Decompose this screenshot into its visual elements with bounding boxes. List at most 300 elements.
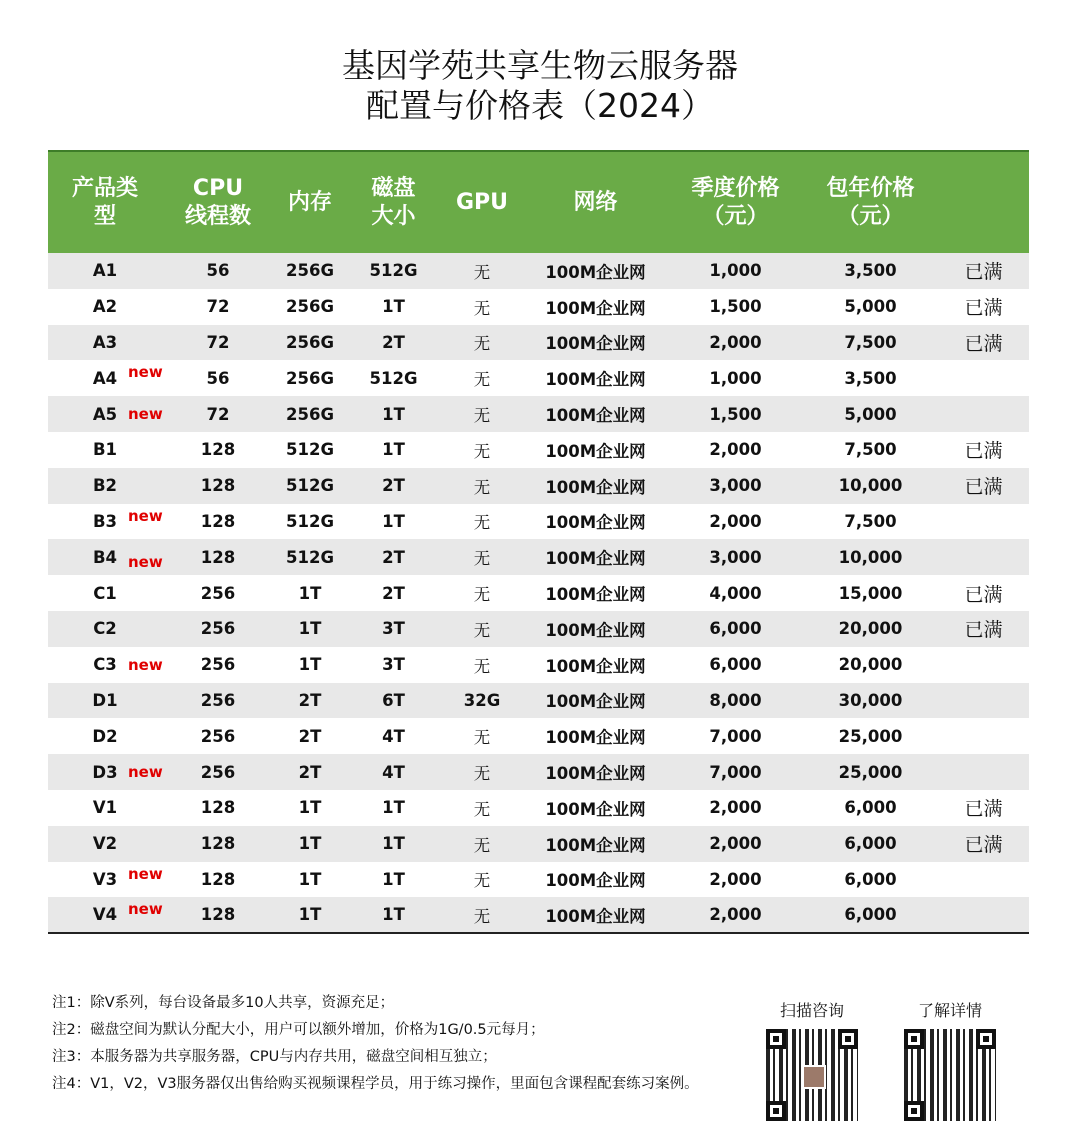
status-badge: 已满	[964, 440, 1003, 463]
table-row	[48, 897, 1029, 933]
column-header	[441, 151, 523, 253]
cell-mem	[274, 360, 346, 396]
cell-disk	[346, 253, 441, 289]
cell-value: 128	[200, 547, 236, 567]
column-header-line: 内存	[287, 189, 332, 215]
cell-value: 15,000	[838, 583, 903, 603]
cell-mem	[274, 754, 346, 790]
cell-y	[803, 396, 938, 432]
cell-value: 10,000	[838, 547, 903, 567]
cell-type	[48, 790, 162, 826]
cell-gpu	[441, 790, 523, 826]
cell-mem	[274, 790, 346, 826]
cell-status	[938, 289, 1029, 325]
column-header-line: 网络	[573, 189, 618, 215]
column-header	[523, 151, 668, 253]
column-header	[938, 151, 1029, 253]
cell-cpu	[162, 360, 274, 396]
new-badge: new	[128, 864, 163, 883]
cell-gpu	[441, 754, 523, 790]
cell-value: 1T	[298, 583, 322, 603]
cell-y	[803, 432, 938, 468]
cell-q	[668, 647, 803, 683]
cell-cpu	[162, 432, 274, 468]
cell-cpu	[162, 504, 274, 540]
cell-value: 无	[473, 441, 491, 461]
cell-value: 1T	[298, 655, 322, 675]
cell-value: 512G	[369, 261, 418, 281]
cell-value: 100M企业网	[545, 513, 646, 533]
cell-net	[523, 718, 668, 754]
cell-disk	[346, 611, 441, 647]
cell-net	[523, 683, 668, 719]
table-row	[48, 504, 1029, 540]
cell-type	[48, 468, 162, 504]
cell-net	[523, 504, 668, 540]
cell-value: V3	[92, 869, 118, 889]
cell-net	[523, 360, 668, 396]
cell-value: 6,000	[709, 619, 762, 639]
cell-mem	[274, 897, 346, 933]
cell-mem	[274, 718, 346, 754]
cell-value: 7,500	[844, 511, 897, 531]
cell-value: 100M企业网	[545, 370, 646, 390]
cell-disk	[346, 504, 441, 540]
cell-value: 1,500	[709, 297, 762, 317]
new-badge: new	[128, 655, 163, 674]
cell-value: 100M企业网	[545, 835, 646, 855]
cell-value: 2T	[298, 762, 322, 782]
status-badge: 已满	[964, 297, 1003, 320]
cell-value: 无	[473, 549, 491, 569]
table-row	[48, 432, 1029, 468]
column-header	[346, 151, 441, 253]
cell-value: 无	[473, 871, 491, 891]
cell-value: 5,000	[844, 297, 897, 317]
cell-value: 无	[473, 620, 491, 640]
cell-disk	[346, 790, 441, 826]
cell-value: 1T	[382, 511, 405, 531]
column-header-line: CPU	[192, 175, 244, 201]
cell-q	[668, 360, 803, 396]
cell-value: 1T	[382, 297, 405, 317]
cell-value: 20,000	[838, 619, 903, 639]
cell-value: D1	[92, 690, 118, 710]
cell-value: 100M企业网	[545, 728, 646, 748]
cell-value: 7,000	[709, 726, 762, 746]
cell-mem	[274, 575, 346, 611]
cell-value: 1T	[382, 834, 405, 854]
cell-y	[803, 575, 938, 611]
new-badge: new	[128, 363, 163, 382]
cell-value: 100M企业网	[545, 871, 646, 891]
cell-status	[938, 647, 1029, 683]
qr-details-block	[900, 998, 1000, 1121]
cell-y	[803, 897, 938, 933]
cell-value: C2	[93, 619, 117, 639]
cell-cpu	[162, 862, 274, 898]
cell-type	[48, 432, 162, 468]
cell-value: 256	[200, 619, 236, 639]
cell-status	[938, 253, 1029, 289]
cell-value: 无	[473, 406, 491, 426]
cell-status	[938, 575, 1029, 611]
cell-value: 无	[473, 764, 491, 784]
cell-value: 2T	[382, 547, 405, 567]
cell-status	[938, 325, 1029, 361]
cell-value: 3,000	[709, 476, 762, 496]
cell-value: 1T	[298, 619, 322, 639]
table-row	[48, 862, 1029, 898]
cell-net	[523, 826, 668, 862]
cell-gpu	[441, 432, 523, 468]
cell-value: 100M企业网	[545, 441, 646, 461]
cell-value: 256G	[286, 368, 334, 388]
price-table	[48, 150, 1029, 934]
cell-value: 100M企业网	[545, 799, 646, 819]
column-header-line: 季度价格	[691, 175, 780, 201]
cell-y	[803, 325, 938, 361]
table-row	[48, 360, 1029, 396]
cell-q	[668, 862, 803, 898]
cell-value: 100M企业网	[545, 549, 646, 569]
cell-type	[48, 897, 162, 933]
column-header-line: 包年价格	[826, 175, 915, 201]
footnotes	[52, 990, 699, 1098]
cell-type	[48, 504, 162, 540]
column-header	[668, 151, 803, 253]
cell-value: D2	[92, 726, 118, 746]
cell-value: A1	[92, 261, 118, 281]
cell-type	[48, 325, 162, 361]
cell-cpu	[162, 396, 274, 432]
cell-value: 5,000	[844, 404, 897, 424]
cell-value: 128	[200, 834, 236, 854]
cell-cpu	[162, 647, 274, 683]
cell-value: 1T	[382, 905, 405, 925]
cell-status	[938, 468, 1029, 504]
cell-q	[668, 468, 803, 504]
cell-disk	[346, 396, 441, 432]
cell-value: 2T	[382, 583, 405, 603]
table-row	[48, 468, 1029, 504]
cell-value: 30,000	[838, 690, 903, 710]
cell-value: B3	[92, 511, 118, 531]
cell-disk	[346, 862, 441, 898]
cell-q	[668, 826, 803, 862]
cell-disk	[346, 575, 441, 611]
cell-status	[938, 826, 1029, 862]
column-header-line: 磁盘	[371, 175, 416, 201]
cell-mem	[274, 396, 346, 432]
cell-value: 2,000	[709, 905, 762, 925]
cell-value: 无	[473, 262, 491, 282]
column-header	[162, 151, 274, 253]
qr-code-consult-icon[interactable]	[766, 1029, 858, 1121]
table-header-row	[48, 151, 1029, 253]
cell-value: 100M企业网	[545, 692, 646, 712]
cell-value: 1T	[382, 440, 405, 460]
cell-value: 100M企业网	[545, 906, 646, 926]
cell-value: 2,000	[709, 511, 762, 531]
cell-value: C3	[93, 655, 117, 675]
cell-value: 6,000	[844, 798, 897, 818]
cell-q	[668, 396, 803, 432]
status-badge: 已满	[964, 261, 1003, 284]
cell-cpu	[162, 897, 274, 933]
cell-value: A5	[92, 404, 118, 424]
cell-value: 512G	[286, 440, 334, 460]
cell-mem	[274, 432, 346, 468]
cell-value: 72	[206, 297, 230, 317]
cell-net	[523, 790, 668, 826]
cell-net	[523, 862, 668, 898]
cell-value: 128	[200, 440, 236, 460]
cell-cpu	[162, 539, 274, 575]
cell-value: 无	[473, 513, 491, 533]
cell-value: 4T	[382, 762, 405, 782]
cell-cpu	[162, 468, 274, 504]
cell-cpu	[162, 325, 274, 361]
cell-value: 25,000	[838, 762, 903, 782]
table-body	[48, 253, 1029, 933]
cell-cpu	[162, 790, 274, 826]
cell-value: 无	[473, 656, 491, 676]
cell-y	[803, 718, 938, 754]
cell-status	[938, 897, 1029, 933]
cell-value: 20,000	[838, 655, 903, 675]
cell-value: 256	[200, 726, 236, 746]
cell-value: 128	[200, 476, 236, 496]
cell-value: 3,000	[709, 547, 762, 567]
footnote-2: 注2：磁盘空间为默认分配大小，用户可以额外增加，价格为1G/0.5元每月；	[52, 1022, 545, 1038]
column-header-line: GPU	[455, 189, 509, 215]
column-header-line: 大小	[371, 203, 416, 229]
avatar	[802, 1065, 826, 1089]
cell-value: 72	[206, 332, 230, 352]
cell-value: 100M企业网	[545, 406, 646, 426]
cell-value: 100M企业网	[545, 298, 646, 318]
new-badge: new	[128, 553, 163, 572]
cell-value: 7,500	[844, 332, 897, 352]
cell-value: 无	[473, 906, 491, 926]
cell-q	[668, 253, 803, 289]
cell-y	[803, 360, 938, 396]
cell-mem	[274, 683, 346, 719]
cell-status	[938, 360, 1029, 396]
cell-value: 无	[473, 334, 491, 354]
cell-disk	[346, 754, 441, 790]
cell-value: 无	[473, 728, 491, 748]
cell-type	[48, 611, 162, 647]
column-header	[803, 151, 938, 253]
cell-value: 2,000	[709, 869, 762, 889]
cell-value: 2,000	[709, 440, 762, 460]
cell-mem	[274, 325, 346, 361]
cell-value: V4	[92, 905, 118, 925]
cell-q	[668, 325, 803, 361]
cell-cpu	[162, 718, 274, 754]
cell-net	[523, 396, 668, 432]
cell-gpu	[441, 325, 523, 361]
cell-type	[48, 539, 162, 575]
cell-value: 56	[206, 261, 230, 281]
cell-value: 256G	[286, 404, 334, 424]
cell-status	[938, 396, 1029, 432]
cell-type	[48, 718, 162, 754]
cell-value: 6,000	[844, 869, 897, 889]
cell-value: 128	[200, 869, 236, 889]
cell-net	[523, 575, 668, 611]
cell-status	[938, 790, 1029, 826]
cell-value: V1	[92, 798, 118, 818]
cell-value: 7,500	[844, 440, 897, 460]
cell-disk	[346, 897, 441, 933]
table-row	[48, 325, 1029, 361]
cell-y	[803, 647, 938, 683]
cell-q	[668, 432, 803, 468]
cell-status	[938, 539, 1029, 575]
cell-q	[668, 289, 803, 325]
cell-type	[48, 683, 162, 719]
new-badge: new	[128, 405, 163, 424]
cell-net	[523, 468, 668, 504]
cell-value: 100M企业网	[545, 334, 646, 354]
cell-type	[48, 862, 162, 898]
cell-net	[523, 754, 668, 790]
cell-value: V2	[92, 834, 118, 854]
cell-value: C1	[93, 583, 117, 603]
cell-value: D3	[92, 762, 118, 782]
cell-value: 1,000	[709, 261, 762, 281]
cell-type	[48, 754, 162, 790]
status-badge: 已满	[964, 834, 1003, 857]
cell-value: 2,000	[709, 332, 762, 352]
cell-value: B4	[92, 547, 118, 567]
cell-cpu	[162, 289, 274, 325]
cell-q	[668, 754, 803, 790]
table-row	[48, 611, 1029, 647]
cell-mem	[274, 826, 346, 862]
cell-y	[803, 504, 938, 540]
cell-value: 100M企业网	[545, 477, 646, 497]
cell-value: 256G	[286, 261, 334, 281]
cell-value: 6,000	[844, 834, 897, 854]
cell-net	[523, 432, 668, 468]
cell-type	[48, 360, 162, 396]
table-row	[48, 539, 1029, 575]
cell-mem	[274, 504, 346, 540]
footnote-3: 注3：本服务器为共享服务器，CPU与内存共用，磁盘空间相互独立；	[52, 1049, 497, 1065]
cell-y	[803, 289, 938, 325]
cell-net	[523, 897, 668, 933]
table-row	[48, 575, 1029, 611]
cell-type	[48, 396, 162, 432]
table-row	[48, 683, 1029, 719]
column-header-line: 型	[93, 203, 116, 229]
cell-status	[938, 683, 1029, 719]
cell-value: A2	[92, 297, 118, 317]
cell-q	[668, 575, 803, 611]
cell-gpu	[441, 683, 523, 719]
qr-consult-block	[762, 998, 862, 1121]
cell-mem	[274, 289, 346, 325]
status-badge: 已满	[964, 619, 1003, 642]
cell-value: 128	[200, 511, 236, 531]
cell-value: 7,000	[709, 762, 762, 782]
column-header-line: 产品类	[71, 175, 138, 201]
cell-value: 1,000	[709, 368, 762, 388]
cell-value: 10,000	[838, 476, 903, 496]
cell-value: 256	[200, 690, 236, 710]
cell-gpu	[441, 360, 523, 396]
cell-disk	[346, 683, 441, 719]
cell-value: 1T	[382, 404, 405, 424]
cell-value: 2T	[382, 332, 405, 352]
cell-value: A3	[92, 332, 118, 352]
cell-type	[48, 253, 162, 289]
cell-value: 4,000	[709, 583, 762, 603]
cell-value: 2,000	[709, 798, 762, 818]
cell-q	[668, 718, 803, 754]
status-badge: 已满	[964, 583, 1003, 606]
cell-gpu	[441, 396, 523, 432]
qr-code-details-icon[interactable]	[904, 1029, 996, 1121]
cell-gpu	[441, 575, 523, 611]
cell-status	[938, 754, 1029, 790]
cell-disk	[346, 718, 441, 754]
cell-disk	[346, 432, 441, 468]
cell-value: 无	[473, 799, 491, 819]
table-row	[48, 754, 1029, 790]
cell-value: 1T	[298, 834, 322, 854]
cell-value: 6,000	[844, 905, 897, 925]
column-header	[274, 151, 346, 253]
cell-disk	[346, 826, 441, 862]
cell-value: 256G	[286, 332, 334, 352]
cell-value: 8,000	[709, 690, 762, 710]
cell-gpu	[441, 718, 523, 754]
cell-status	[938, 611, 1029, 647]
cell-gpu	[441, 504, 523, 540]
cell-value: 56	[206, 368, 230, 388]
cell-value: 100M企业网	[545, 585, 646, 605]
cell-value: 100M企业网	[545, 262, 646, 282]
cell-value: 25,000	[838, 726, 903, 746]
table-row	[48, 647, 1029, 683]
cell-status	[938, 718, 1029, 754]
cell-cpu	[162, 575, 274, 611]
footnote-1: 注1：除V系列，每台设备最多10人共享，资源充足；	[52, 995, 395, 1011]
cell-disk	[346, 289, 441, 325]
cell-gpu	[441, 826, 523, 862]
cell-value: 无	[473, 835, 491, 855]
cell-mem	[274, 539, 346, 575]
cell-disk	[346, 468, 441, 504]
cell-cpu	[162, 253, 274, 289]
status-badge: 已满	[964, 476, 1003, 499]
footnote-4: 注4：V1，V2，V3服务器仅出售给购买视频课程学员，用于练习操作，里面包含课程配套练习案例。	[52, 1076, 699, 1092]
cell-value: 2,000	[709, 834, 762, 854]
cell-value: 4T	[382, 726, 405, 746]
cell-gpu	[441, 468, 523, 504]
cell-value: 3T	[382, 655, 405, 675]
cell-q	[668, 611, 803, 647]
cell-value: 512G	[286, 547, 334, 567]
cell-value: 2T	[382, 476, 405, 496]
cell-q	[668, 790, 803, 826]
cell-value: 512G	[369, 368, 418, 388]
